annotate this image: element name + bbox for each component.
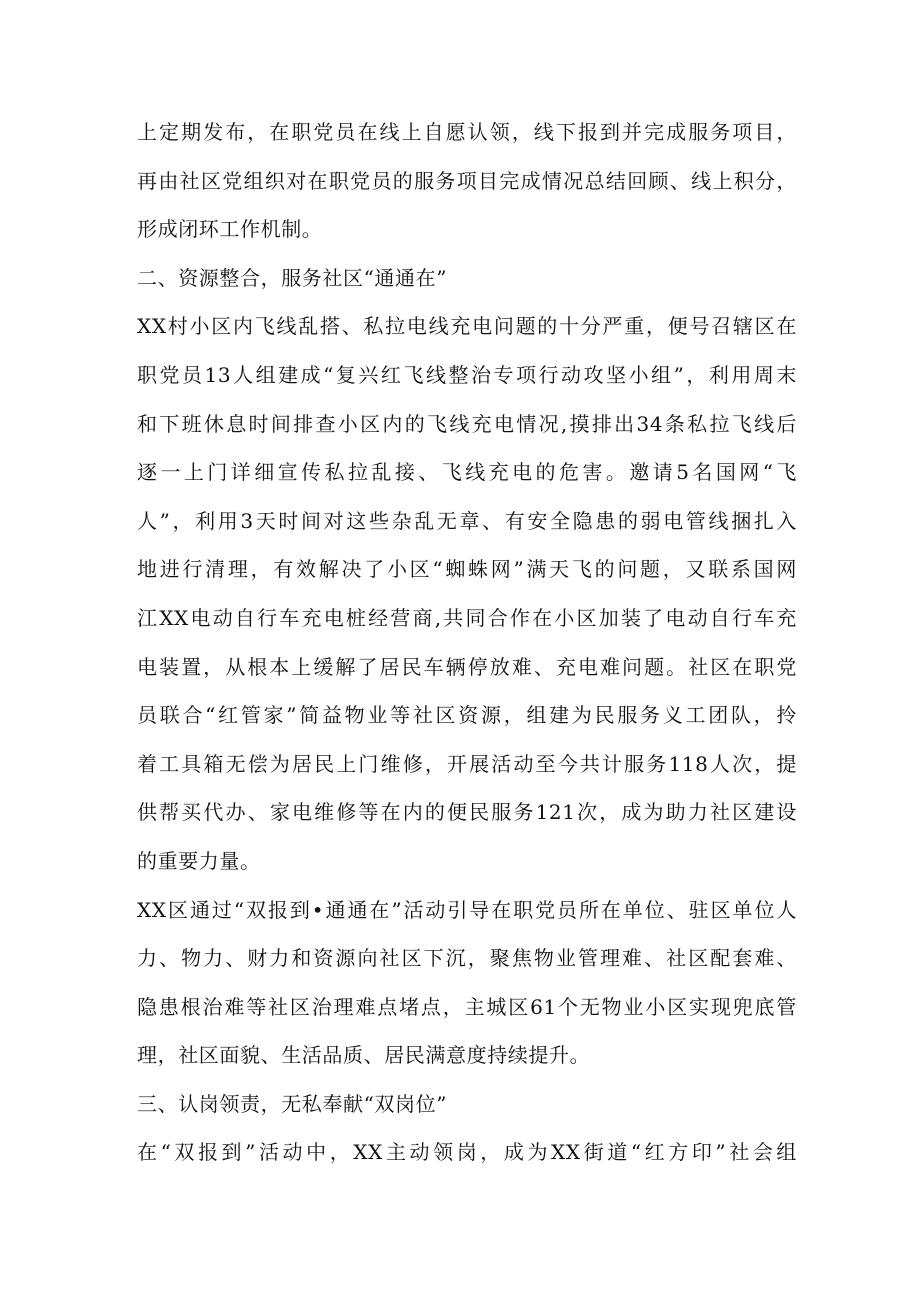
section-heading: 二、资源整合，服务社区“通通在” [137, 265, 448, 290]
paragraph-line: 着工具箱无偿为居民上门维修，开展活动至今共计服务118人次，提 [137, 751, 797, 776]
paragraph-line: 电装置，从根本上缓解了居民车辆停放难、充电难问题。社区在职党 [137, 654, 797, 679]
paragraph-line: 在“双报到”活动中，XX主动领岗，成为XX街道“红方印”社会组 [137, 1140, 797, 1165]
paragraph-line: 力、物力、财力和资源向社区下沉，聚焦物业管理难、社区配套难、 [137, 946, 797, 971]
paragraph-line: 理，社区面貌、生活品质、居民满意度持续提升。 [137, 1043, 591, 1068]
paragraph-line: 上定期发布，在职党员在线上自愿认领，线下报到并完成服务项目， [137, 120, 797, 144]
paragraph-line: 江XX电动自行车充电桩经营商,共同合作在小区加装了电动自行车充 [137, 605, 797, 630]
paragraph-line: XX区通过“双报到•通通在”活动引导在职党员所在单位、驻区单位人 [137, 897, 797, 922]
paragraph-line: 的重要力量。 [137, 848, 261, 873]
paragraph-line: 再由社区党组织对在职党员的服务项目完成情况总结回顾、线上积分， [137, 168, 797, 193]
paragraph-line: 人”，利用3天时间对这些杂乱无章、有安全隐患的弱电管线捆扎入 [137, 508, 797, 533]
paragraph-line: 形成闭环工作机制。 [137, 217, 323, 242]
paragraph-line: 员联合“红管家”简益物业等社区资源，组建为民服务义工团队，拎 [137, 703, 797, 728]
document-body [137, 108, 797, 1177]
paragraph-line: 职党员13人组建成“复兴红飞线整治专项行动攻坚小组”，利用周末 [137, 362, 797, 387]
paragraph-line: 隐患根治难等社区治理难点堵点，主城区61个无物业小区实现兜底管 [137, 994, 797, 1019]
paragraph-line: 供帮买代办、家电维修等在内的便民服务121次，成为助力社区建设 [137, 800, 797, 825]
paragraph-line: 逐一上门详细宣传私拉乱接、飞线充电的危害。邀请5名国网“飞 [137, 460, 797, 485]
paragraph-line: XX村小区内飞线乱搭、私拉电线充电问题的十分严重，便号召辖区在 [137, 314, 797, 339]
section-heading: 三、认岗领责，无私奉献“双岗位” [137, 1091, 448, 1116]
paragraph-line: 和下班休息时间排查小区内的飞线充电情况,摸排出34条私拉飞线后 [137, 411, 797, 436]
paragraph-line: 地进行清理，有效解决了小区“蜘蛛网”满天飞的问题，又联系国网 [137, 557, 797, 582]
